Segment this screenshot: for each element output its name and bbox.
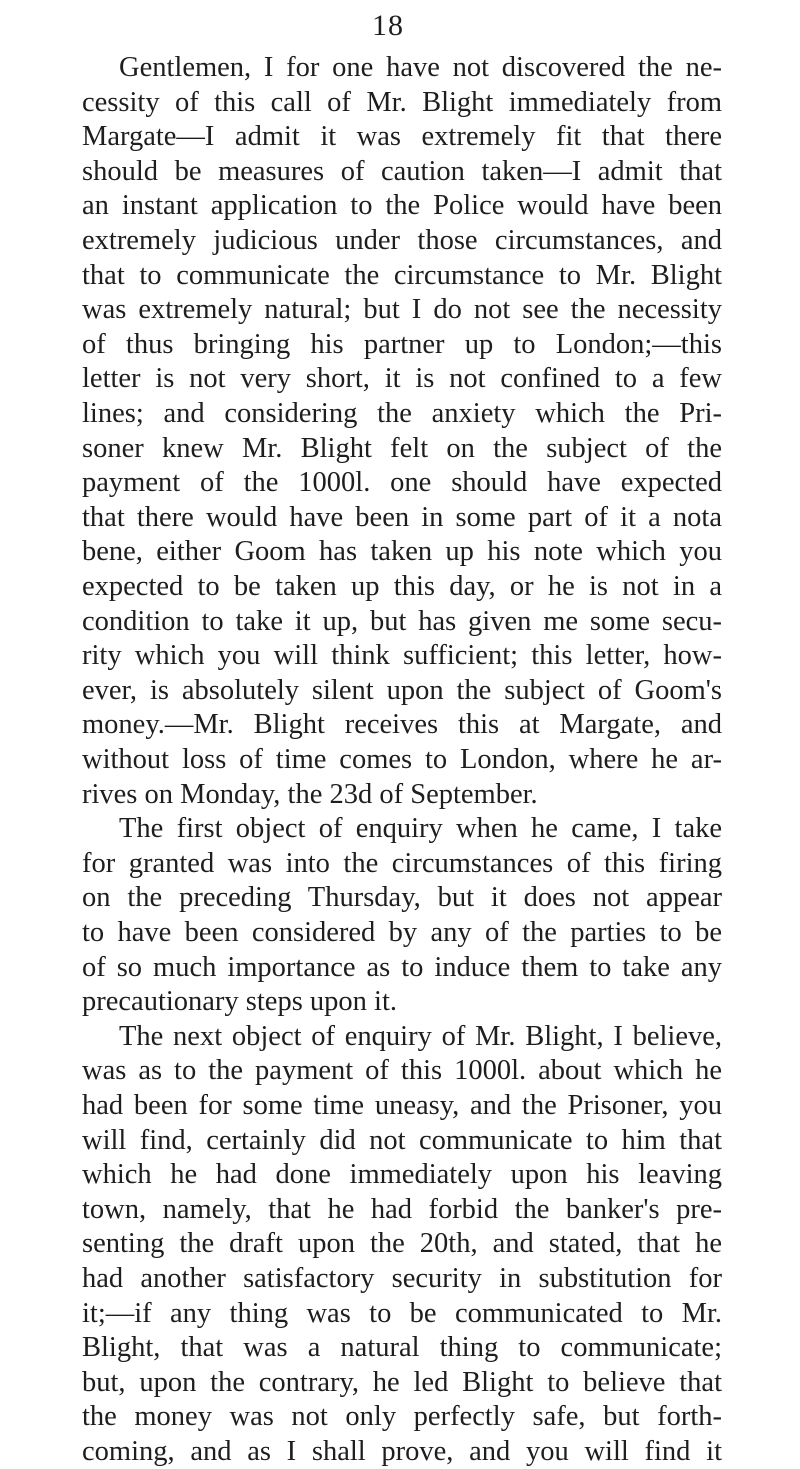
text-line: lines; and considering the anxiety which the Pri-	[82, 398, 722, 429]
text-line: Blight, that was a natural thing to communicate;	[82, 1332, 722, 1364]
text-line: that there would have been in some part of it a nota	[82, 501, 722, 533]
text-line: will find, certainly did not communicate to him that	[82, 1124, 722, 1156]
page-number: 18	[372, 9, 404, 42]
text-line: bene, either Goom has taken up his note which you	[82, 536, 722, 568]
text-line: payment of the 1000l. one should have expected	[82, 467, 722, 499]
text-line: was extremely natural; but I do not see the necessity	[82, 294, 722, 326]
text-line: soner knew Mr. Blight felt on the subject of the	[82, 432, 722, 464]
text-line: rity which you will think sufficient; this letter, how-	[82, 640, 722, 672]
text-line: but, upon the contrary, he led Blight to believe that	[82, 1366, 722, 1398]
text-line: Gentlemen, I for one have not discovered the ne-	[119, 52, 722, 83]
text-line: condition to take it up, but has given me some secu-	[82, 605, 722, 637]
text-line: Margate—I admit it was extremely fit that there	[82, 121, 722, 153]
text-line: on the preceding Thursday, but it does not appear	[82, 882, 722, 914]
text-line: extremely judicious under those circumstances, and	[82, 225, 722, 256]
text-line: to have been considered by any of the parties to be	[82, 917, 722, 948]
text-line: senting the draft upon the 20th, and stated, that he	[82, 1228, 722, 1260]
text-line: coming, and as I shall prove, and you will find it	[82, 1436, 722, 1467]
text-line: ever, is absolutely silent upon the subject of Goom's	[82, 674, 722, 706]
text-line: was as to the payment of this 1000l. about which he	[82, 1055, 722, 1087]
text-line: the money was not only perfectly safe, but forth-	[82, 1401, 722, 1433]
text-line: letter is not very short, it is not confined to a few	[82, 363, 722, 395]
text-line: money.—Mr. Blight receives this at Margate, and	[82, 709, 722, 741]
text-line: had another satisfactory security in substitution for	[82, 1263, 722, 1294]
text-line: without loss of time comes to London, where he ar-	[82, 744, 722, 775]
text-line: precautionary steps upon it.	[82, 986, 398, 1018]
text-line: that to communicate the circumstance to Mr. Blight	[82, 259, 722, 291]
text-line: an instant application to the Police would have been	[82, 190, 722, 222]
text-line: should be measures of caution taken—I admit that	[82, 155, 722, 187]
text-line: of thus bringing his partner up to London;—this	[82, 328, 722, 360]
text-line: expected to be taken up this day, or he is not in a	[82, 571, 722, 602]
text-line: for granted was into the circumstances of this firing	[82, 847, 722, 879]
text-line: which he had done immediately upon his leaving	[82, 1159, 722, 1191]
text-line: had been for some time uneasy, and the Prisoner, you	[82, 1090, 722, 1121]
text-line: rives on Monday, the 23d of September.	[82, 778, 538, 810]
text-line: it;—if any thing was to be communicated to Mr.	[82, 1297, 722, 1329]
text-line: The next object of enquiry of Mr. Blight, I believe,	[119, 1020, 722, 1052]
text-line: of so much importance as to induce them to take any	[82, 951, 722, 983]
text-line: town, namely, that he had forbid the banker's pre-	[82, 1193, 722, 1225]
text-line: The first object of enquiry when he came, I take	[119, 813, 722, 845]
text-line: cessity of this call of Mr. Blight immediately from	[82, 86, 722, 118]
